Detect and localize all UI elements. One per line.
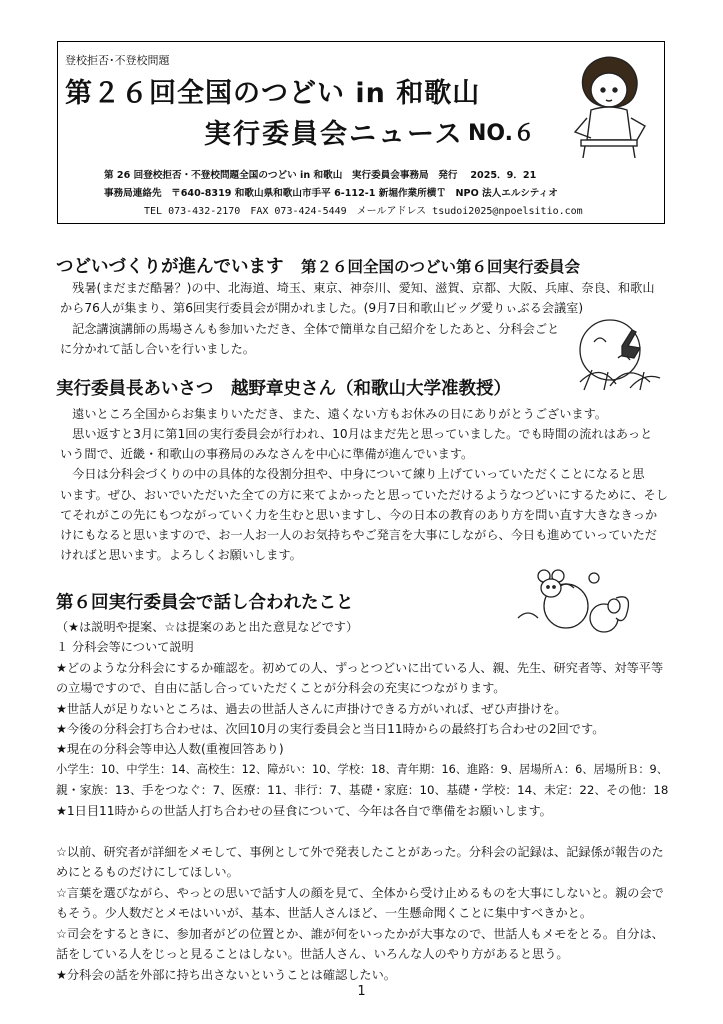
section3-line: ★1日目11時からの世話人打ち合わせの昼食について、今年は各自で準備をお願いします。: [56, 804, 552, 818]
page-number: 1: [357, 984, 366, 999]
contact-phone-email: TEL 073-432-2170 FAX 073-424-5449 メールアドレス tsudoi2025@npoelsitio.com: [144, 206, 583, 217]
section3-line: ★今後の分科会打ち合わせは、次回10月の実行委員会と当日11時からの最終打ち合わせの2回です。: [56, 722, 605, 736]
header-kicker: 登校拒否･不登校問題: [65, 54, 170, 67]
section3-line: ☆以前、研究者が詳細をメモして、事例として外で発表したことがあった。分科会の記録は、記録係が報告のた: [56, 845, 664, 859]
section1-line: に分かれて話し合いを行いました。: [60, 342, 255, 356]
newsletter-subtitle: 実行委員会ニュース: [204, 119, 464, 150]
section3-line: ☆司会をするときに、参加者がどの位置とか、誰が何をいったかが大事なので、世話人もメモをとる。自分は、: [56, 927, 664, 941]
section1-heading-sub: 第２６回全国のつどい第６回実行委員会: [301, 258, 581, 276]
newsletter-title: 第２６回全国のつどい in 和歌山: [65, 78, 481, 109]
section1-line: 残暑(まだまだ酷暑？)の中、北海道、埼玉、東京、神奈川、愛知、滋賀、京都、大阪、兵庫、奈良、和歌山: [60, 281, 655, 295]
section2-line: けにもなると思いますので、お一人お一人のお気持ちやご発言を大事にしながら、今日も進めていっていただ: [60, 528, 657, 542]
moon-rabbit-illustration-icon: [570, 312, 662, 392]
section2-heading: 実行委員長あいさつ 越野章史さん（和歌山大学准教授）: [56, 379, 511, 399]
section1-line: 記念講演講師の馬場さんも参加いただき、全体で簡単な自己紹介をしたあと、分科会ごと: [60, 322, 560, 336]
section3-subheading: １ 分科会等について説明: [56, 640, 194, 654]
section3-line: 親・家族：13、手をつなぐ：7、医療：11、非行：7、基礎・家庭：10、基礎・学校：14、未定：22、その他：18: [56, 783, 669, 797]
section3-heading: 第６回実行委員会で話し合われたこと: [56, 593, 354, 613]
section3-note: （★は説明や提案、☆は提案のあと出た意見などです）: [56, 620, 359, 634]
section3-line: の立場ですので、自由に話し合っていただくことが分科会の充実につながります。: [56, 681, 506, 695]
section3-line: ★現在の分科会等申込人数(重複回答あり): [56, 742, 284, 756]
mouse-squirrel-fruit-illustration-icon: [508, 558, 638, 638]
section3-line: めにとるものだけにしてほしい。: [56, 865, 239, 879]
section1-heading: [56, 253, 580, 278]
section1-line: から76人が集まり、第6回実行委員会が開かれました。(9月7日和歌山ビッグ愛りぃぶる会議室): [60, 301, 584, 315]
section2-line: ければと思います。よろしくお願いします。: [60, 548, 302, 562]
girl-illustration-icon: [561, 48, 656, 158]
issue-number: NO.６: [468, 121, 535, 146]
publisher-line: 第 26 回登校拒否・不登校問題全国のつどい in 和歌山 実行委員会事務局 発行 2025．9．21: [104, 170, 537, 181]
section2-line: います。ぜひ、おいでいただいた全ての方に来てよかったと思っていただけるようなつどいにするために、そし: [60, 488, 668, 502]
section2-line: いう間で、近畿・和歌山の事務局のみなさんを中心に準備が進んでいます。: [60, 447, 474, 461]
section3-line: ★どのような分科会にするか確認を。初めての人、ずっとつどいに出ている人、親、先生、研究者等、対等平等: [56, 661, 664, 675]
section3-line: ★分科会の話を外部に持ち出さないということは確認したい。: [56, 968, 396, 982]
section3-line: 小学生：10、中学生：14、高校生：12、障がい：10、学校：18、青年期：16、進路：9、居場所Ａ：6、居場所Ｂ：9、: [56, 763, 668, 776]
section2-line: 今日は分科会づくりの中の具体的な役割分担や、中身について練り上げていっていただくことになると思: [60, 467, 645, 481]
section2-line: てそれがこの先にもつながっていく力を生むと思いますし、今の日本の教育のあり方を問い直す大きなきっか: [60, 508, 658, 522]
contact-address: 事務局連絡先 〒640-8319 和歌山県和歌山市手平 6-112-1 新堀作業所横Ｔ NPO 法人エルシティオ: [104, 188, 558, 199]
newsletter-header: [57, 41, 665, 224]
section3-line: 話をしている人をじっと見ることはしない。世話人さん、いろんな人のやり方があると思う。: [56, 947, 569, 961]
section1-heading-main: つどいづくりが進んでいます: [56, 257, 284, 277]
section2-line: 思い返すと3月に第1回の実行委員会が行われ、10月はまだ先と思っていました。でも時間の流れはあっと: [60, 427, 653, 441]
section3-line: もそう。少人数だとメモはいいが、基本、世話人さんほど、一生懸命聞くことに集中すべきかと。: [56, 906, 593, 920]
section3-line: ★世話人が足りないところは、過去の世話人さんに声掛けできる方がいれば、ぜひ声掛けを。: [56, 702, 567, 716]
section2-line: 遠いところ全国からお集まりいただき、また、遠くない方もお休みの日にありがとうございます。: [60, 407, 607, 421]
section3-line: ☆言葉を選びながら、やっとの思いで話す人の顔を見て、全体から受け止めるものを大事にしないと。親の会で: [56, 886, 664, 900]
